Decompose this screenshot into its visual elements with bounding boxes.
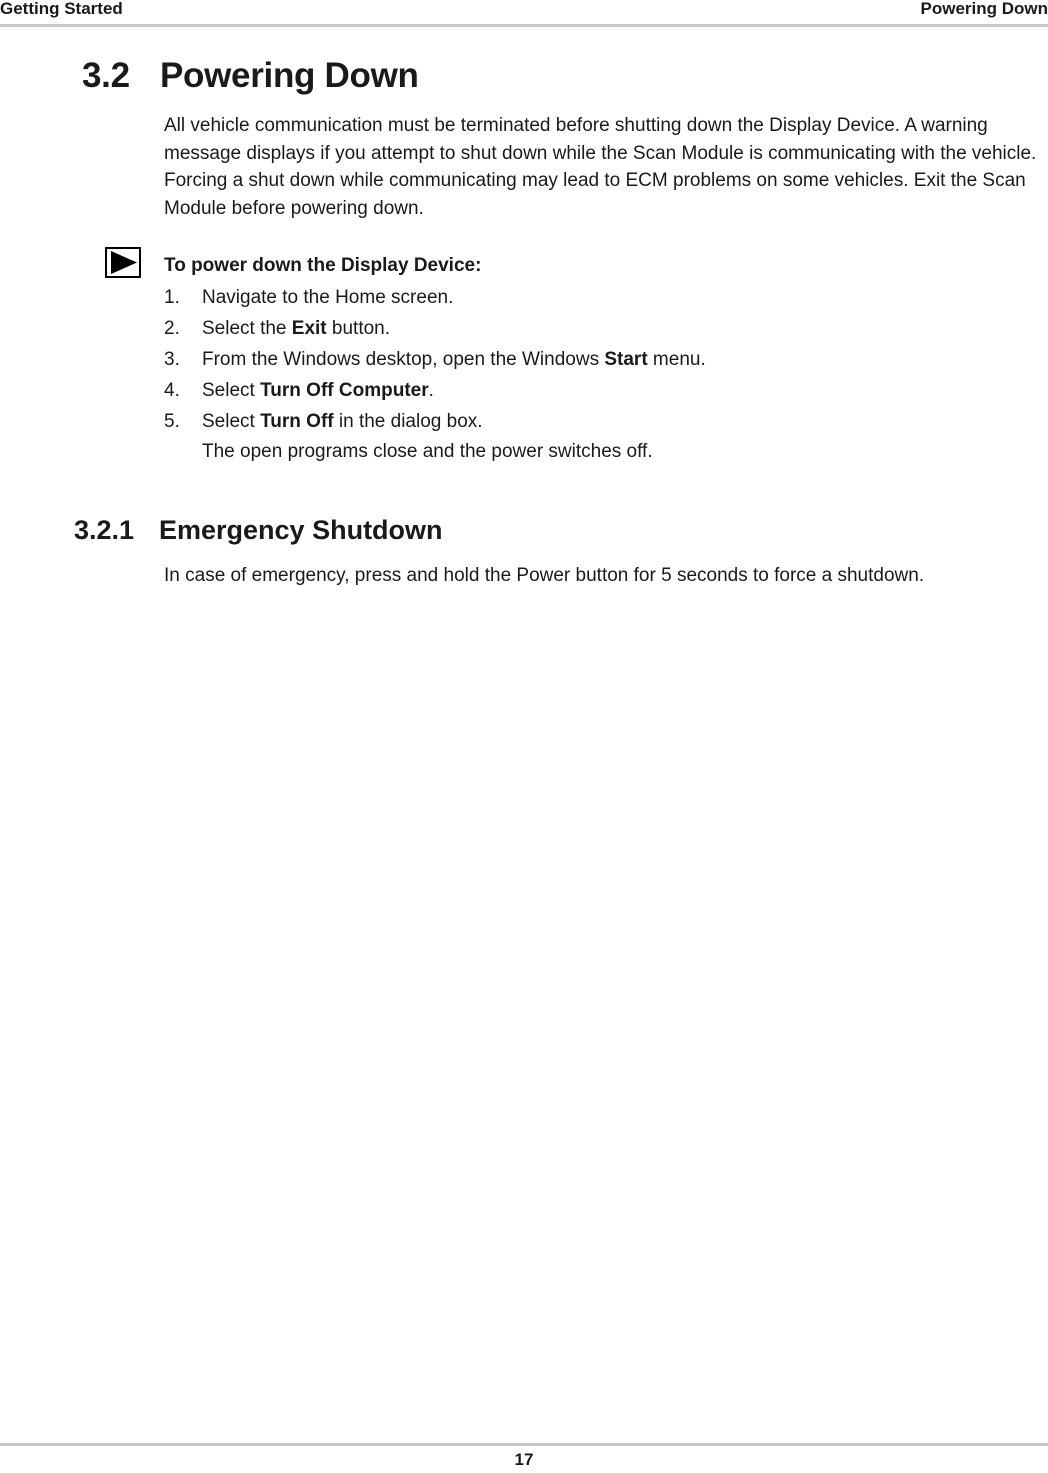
step-text: in the dialog box. — [333, 411, 483, 432]
emergency-paragraph: In case of emergency, press and hold the Power button for 5 seconds to force a shutdown. — [164, 565, 925, 586]
step-text: button. — [326, 318, 391, 339]
section-heading — [82, 56, 419, 96]
step-result: The open programs close and the power switches off. — [202, 441, 653, 462]
procedure-arrow-icon — [105, 247, 141, 278]
header-section-title: Powering Down — [920, 0, 1048, 18]
procedure-step — [164, 284, 1024, 315]
step-number: 5. — [164, 411, 180, 432]
subsection-heading — [74, 515, 443, 546]
page-header — [0, 0, 1048, 26]
step-number: 4. — [164, 380, 180, 401]
page-number: 17 — [514, 1450, 534, 1469]
step-number: 3. — [164, 349, 180, 370]
subsection-number: 3.2.1 — [74, 515, 135, 545]
procedure-step — [164, 377, 1024, 408]
procedure-step — [164, 408, 1024, 439]
procedure-title: To power down the Display Device: — [164, 255, 482, 276]
step-number: 1. — [164, 287, 180, 308]
step-text: Navigate to the Home screen. — [202, 287, 454, 308]
procedure-step — [164, 315, 1024, 346]
step-ui-term: Turn Off — [260, 411, 334, 432]
intro-paragraph: All vehicle communication must be terminated before shutting down the Display Device. A warning message displays if you attempt to shut down while the Scan Module is communicating with the vehicle. Forcing a shut down while communicating may lead to ECM problems on some vehicles. Exit the Scan Module before powering down. — [164, 115, 1037, 219]
step-ui-term: Exit — [291, 318, 327, 339]
step-text: Select the — [202, 318, 292, 339]
subsection-title: Emergency Shutdown — [159, 515, 443, 545]
footer-divider — [0, 1443, 1048, 1446]
procedure-steps — [164, 284, 1024, 439]
step-text: . — [428, 380, 434, 401]
step-text: menu. — [647, 349, 706, 370]
step-ui-term: Turn Off Computer — [260, 380, 429, 401]
step-ui-term: Start — [604, 349, 648, 370]
step-text: Select — [202, 380, 261, 401]
header-divider — [0, 24, 1048, 27]
procedure-step — [164, 346, 1024, 377]
section-title: Powering Down — [160, 56, 419, 95]
header-chapter-title: Getting Started — [0, 0, 123, 18]
step-text: From the Windows desktop, open the Windows — [202, 349, 605, 370]
section-number: 3.2 — [82, 56, 130, 95]
step-number: 2. — [164, 318, 180, 339]
step-text: Select — [202, 411, 261, 432]
